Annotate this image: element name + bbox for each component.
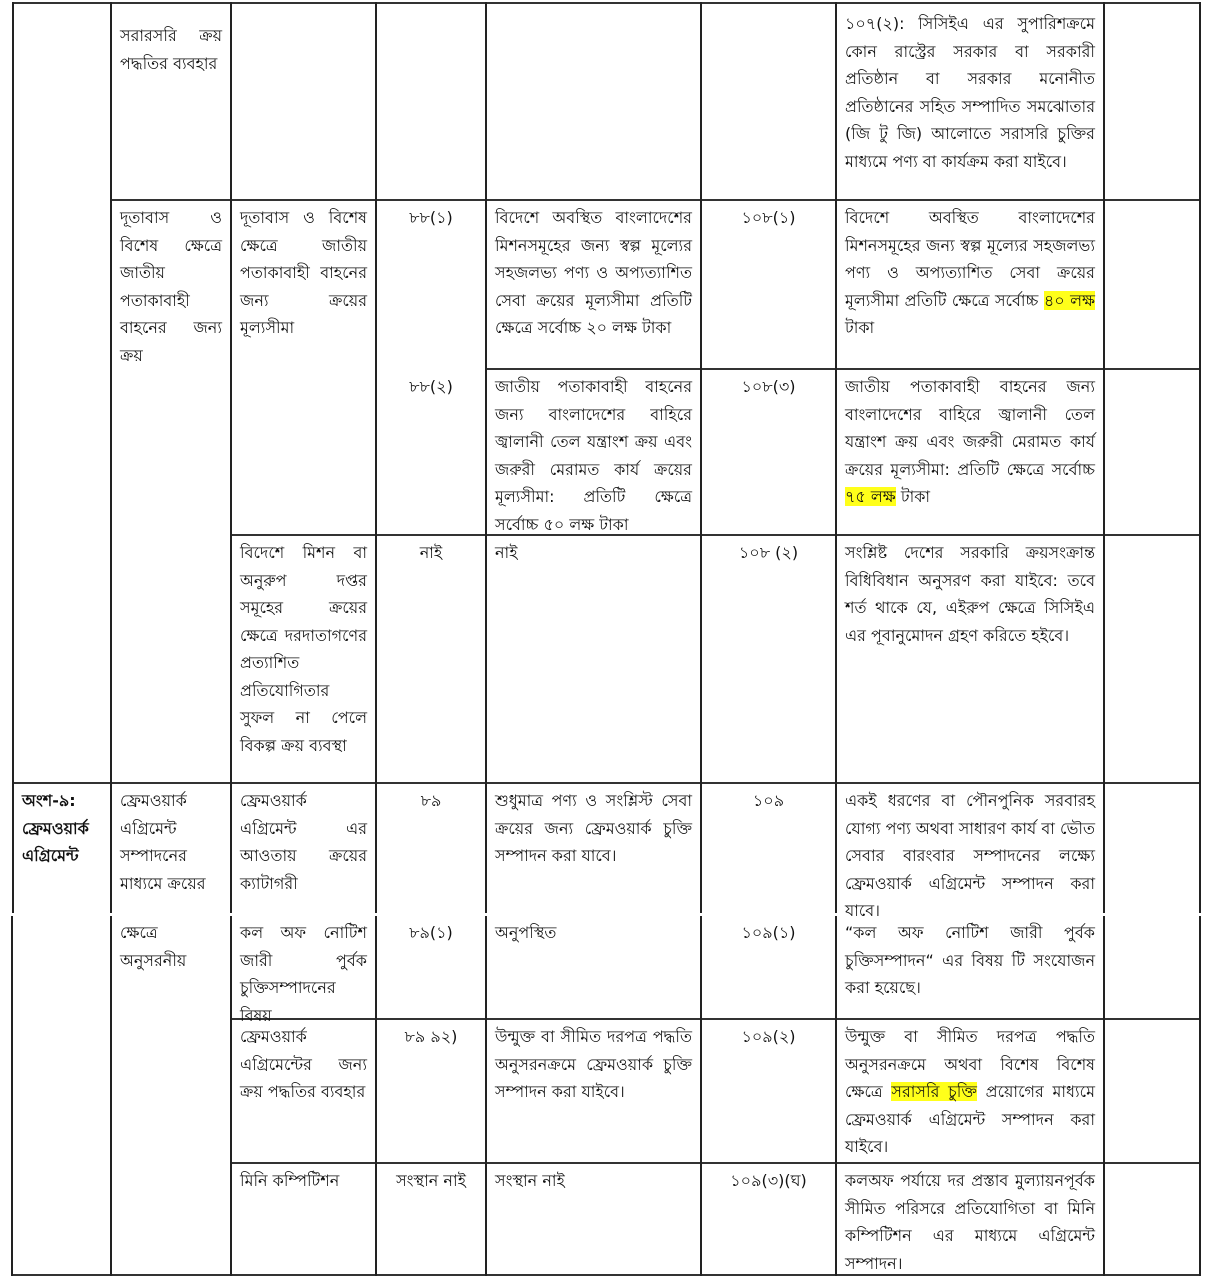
old-rule-number: ৮৯: [420, 791, 442, 810]
col-divider: [700, 2, 702, 913]
col-divider: [700, 916, 702, 1276]
new-rule-text: সংশ্লিষ্ট দেশের সরকারি ক্রয়সংক্রান্ত বিধিবিধান অনুসরণ করা যাইবে: তবে শর্ত থাকে যে, এইরুপ ক্ষেত্রে সিসিইএ এর পূবানুমোদন গ্রহণ করিতে হইবে।: [845, 543, 1095, 645]
new-rule-text: [837, 200, 1103, 342]
topic-cell: ক্ষেত্রে অনুসরনীয়: [120, 923, 187, 970]
old-rule-number: ৮৯(১): [409, 923, 453, 942]
old-rule-text: অনুপস্থিত: [495, 923, 557, 942]
old-rule-text: উন্মুক্ত বা সীমিত দরপত্র পদ্ধতি অনুসরনক্রমে ফ্রেমওয়ার্ক চুক্তি সম্পাদন করা যাইবে।: [495, 1027, 692, 1101]
new-text-part: টাকা: [845, 318, 875, 337]
subtopic-cell: মিনি কম্পিটিশন: [240, 1171, 340, 1190]
new-text-part: টাকা: [895, 487, 931, 506]
subtopic-cell: ফ্রেমওয়ার্ক এগ্রিমেন্টের জন্য ক্রয় পদ্ধতির ব্যবহার: [240, 1027, 367, 1101]
new-rule-text: ১০৭(২): সিসিইএ এর সুপারিশক্রমে কোন রাস্ট্রের সরকার বা সরকারী প্রতিষ্ঠান বা সরকার মনোনীত প্রতিষ্ঠানের সহিত সম্পাদিত সমঝোতার (জি টু জি) আলোতে সরাসরি চুক্তির মাধ্যমে পণ্য বা কার্যক্রম করা যাইবে।: [845, 14, 1095, 171]
new-rule-number: ১০৯(২): [741, 1027, 796, 1046]
col-divider: [375, 916, 377, 1276]
new-text-part: বিদেশে অবস্থিত বাংলাদেশের মিশনসমূহের জন্য স্বল্প মূল্যের সহজলভ্য পণ্য ও অপ্যত্যাশিত সেবা ক্রয়ের মূল্যসীমা প্রতিটি ক্ষেত্রে সর্বোচ্চ: [845, 208, 1095, 310]
topic-cell: সরারসরি ক্রয় পদ্ধতির ব্যবহার: [120, 26, 222, 73]
col-divider: [11, 916, 13, 1276]
highlighted-amount: ৭৫ লক্ষ: [845, 487, 896, 506]
new-rule-text: “কল অফ নোটিশ জারী পুর্বক চুক্তিসম্পাদন“ এর বিষয় টি সংযোজন করা হয়েছে।: [845, 923, 1095, 997]
new-text-part: প্রয়োগের মাধ্যমে ফ্রেমওয়ার্ক এগ্রিমেন্ট সম্পাদন করা যাইবে।: [845, 1082, 1095, 1156]
old-rule-text: জাতীয় পতাকাবাহী বাহনের জন্য বাংলাদেশের বাহিরে জ্বালানী তেল যন্ত্রাংশ ক্রয় এবং জরুরী মেরামত কার্য ক্রয়ের মূল্যসীমা: প্রতিটি ক্ষেত্রে সর্বোচ্চ ৫০ লক্ষ টাকা: [495, 377, 692, 534]
section-heading: অংশ-৯: ফ্রেমওয়ার্ক এগ্রিমেন্ট: [22, 791, 89, 865]
new-text-part: উন্মুক্ত বা সীমিত দরপত্র পদ্ধতি অনুসরনক্রমে অথবা বিশেষ বিশেষ ক্ষেত্রে: [845, 1027, 1095, 1101]
subtopic-cell: দূতাবাস ও বিশেষ ক্ষেত্রে জাতীয় পতাকাবাহী বাহনের জন্য ক্রয়ের মূল্যসীমা: [240, 208, 367, 337]
old-rule-number: ৮৯ ৯২): [404, 1027, 458, 1046]
old-rule-number: ৮৮(১): [409, 208, 453, 227]
row-divider: [12, 2, 1200, 4]
new-rule-number: ১০৯(৩)(ঘ): [730, 1171, 807, 1190]
col-divider: [110, 2, 112, 913]
new-rule-text: [837, 1019, 1103, 1161]
old-rule-number: নাই: [419, 543, 443, 562]
new-rule-text: একই ধরণের বা পৌনপুনিক সরবারহ যোগ্য পণ্য অথবা সাধারণ কার্য বা ভৌত সেবার বারংবার সম্পাদনের লক্ষ্যে ফ্রেমওয়ার্ক এগ্রিমেন্ট সম্পাদন করা যাবে।: [845, 791, 1095, 920]
old-rule-number: ৮৮(২): [409, 377, 453, 396]
old-rule-text: নাই: [495, 543, 518, 562]
subtopic-cell: কল অফ নোটিশ জারী পুর্বক চুক্তিসম্পাদনের বিষয়: [240, 923, 367, 1025]
col-divider: [1199, 916, 1201, 1276]
new-rule-text: কলঅফ পর্যায়ে দর প্রস্তাব মুল্যায়নপূর্বক সীমিত পরিসরে প্রতিযোগিতা বা মিনি কম্পিটিশন এর মাধ্যমে এগ্রিমেন্ট সম্পাদন।: [845, 1171, 1095, 1273]
new-rule-text: [837, 369, 1103, 511]
new-rule-number: ১০৮(৩): [741, 377, 796, 396]
subtopic-cell: ফ্রেমওয়ার্ক এগ্রিমেন্ট এর আওতায় ক্রয়ের ক্যাটাগরী: [240, 791, 367, 893]
topic-cell: দূতাবাস ও বিশেষ ক্ষেত্রে জাতীয় পতাকাবাহী বাহনের জন্য ক্রয়: [120, 208, 222, 365]
new-rule-number: ১০৮(১): [741, 208, 796, 227]
new-rule-number: ১০৮ (২): [738, 543, 799, 562]
old-rule-number: সংস্থান নাই: [396, 1171, 466, 1190]
col-divider: [1199, 2, 1201, 913]
new-rule-number: ১০৯(১): [741, 923, 796, 942]
old-rule-text: সংস্থান নাই: [495, 1171, 565, 1190]
old-rule-text: শুধুমাত্র পণ্য ও সংশ্লিস্ট সেবা ক্রয়ের জন্য ফ্রেমওয়ার্ক চুক্তি সম্পাদন করা যাবে।: [495, 791, 692, 865]
topic-cell: ফ্রেমওয়ার্ক এগ্রিমেন্ট সম্পাদনের মাধ্যমে ক্রয়ের: [120, 791, 206, 893]
col-divider: [230, 2, 232, 913]
col-divider: [1103, 2, 1105, 913]
old-rule-text: বিদেশে অবস্থিত বাংলাদেশের মিশনসমূহের জন্য স্বল্প মূল্যের সহজলভ্য পণ্য ও অপ্যত্যাশিত সেবা ক্রয়ের মূল্যসীমা প্রতিটি ক্ষেত্রে সর্বোচ্চ ২০ লক্ষ টাকা: [495, 208, 692, 337]
col-divider: [1103, 916, 1105, 1276]
col-divider: [12, 2, 14, 913]
new-rule-number: ১০৯: [752, 791, 785, 810]
highlighted-phrase: সরাসরি চুক্তি: [891, 1082, 977, 1101]
col-divider: [375, 2, 377, 913]
new-text-part: জাতীয় পতাকাবাহী বাহনের জন্য বাংলাদেশের বাহিরে জ্বালানী তেল যন্ত্রাংশ ক্রয় এবং জরুরী মেরামত কার্য ক্রয়ের মূল্যসীমা: প্রতিটি ক্ষেত্রে সর্বোচ্চ: [845, 377, 1095, 479]
highlighted-amount: ৪০ লক্ষ: [1043, 290, 1095, 310]
subtopic-cell: বিদেশে মিশন বা অনুরুপ দপ্তর সমূহের ক্রয়ের ক্ষেত্রে দরদাতাগণের প্রত্যাশিত প্রতিযোগিতার সুফল না পেলে বিকল্প ক্রয় ব্যবস্থা: [240, 543, 367, 755]
